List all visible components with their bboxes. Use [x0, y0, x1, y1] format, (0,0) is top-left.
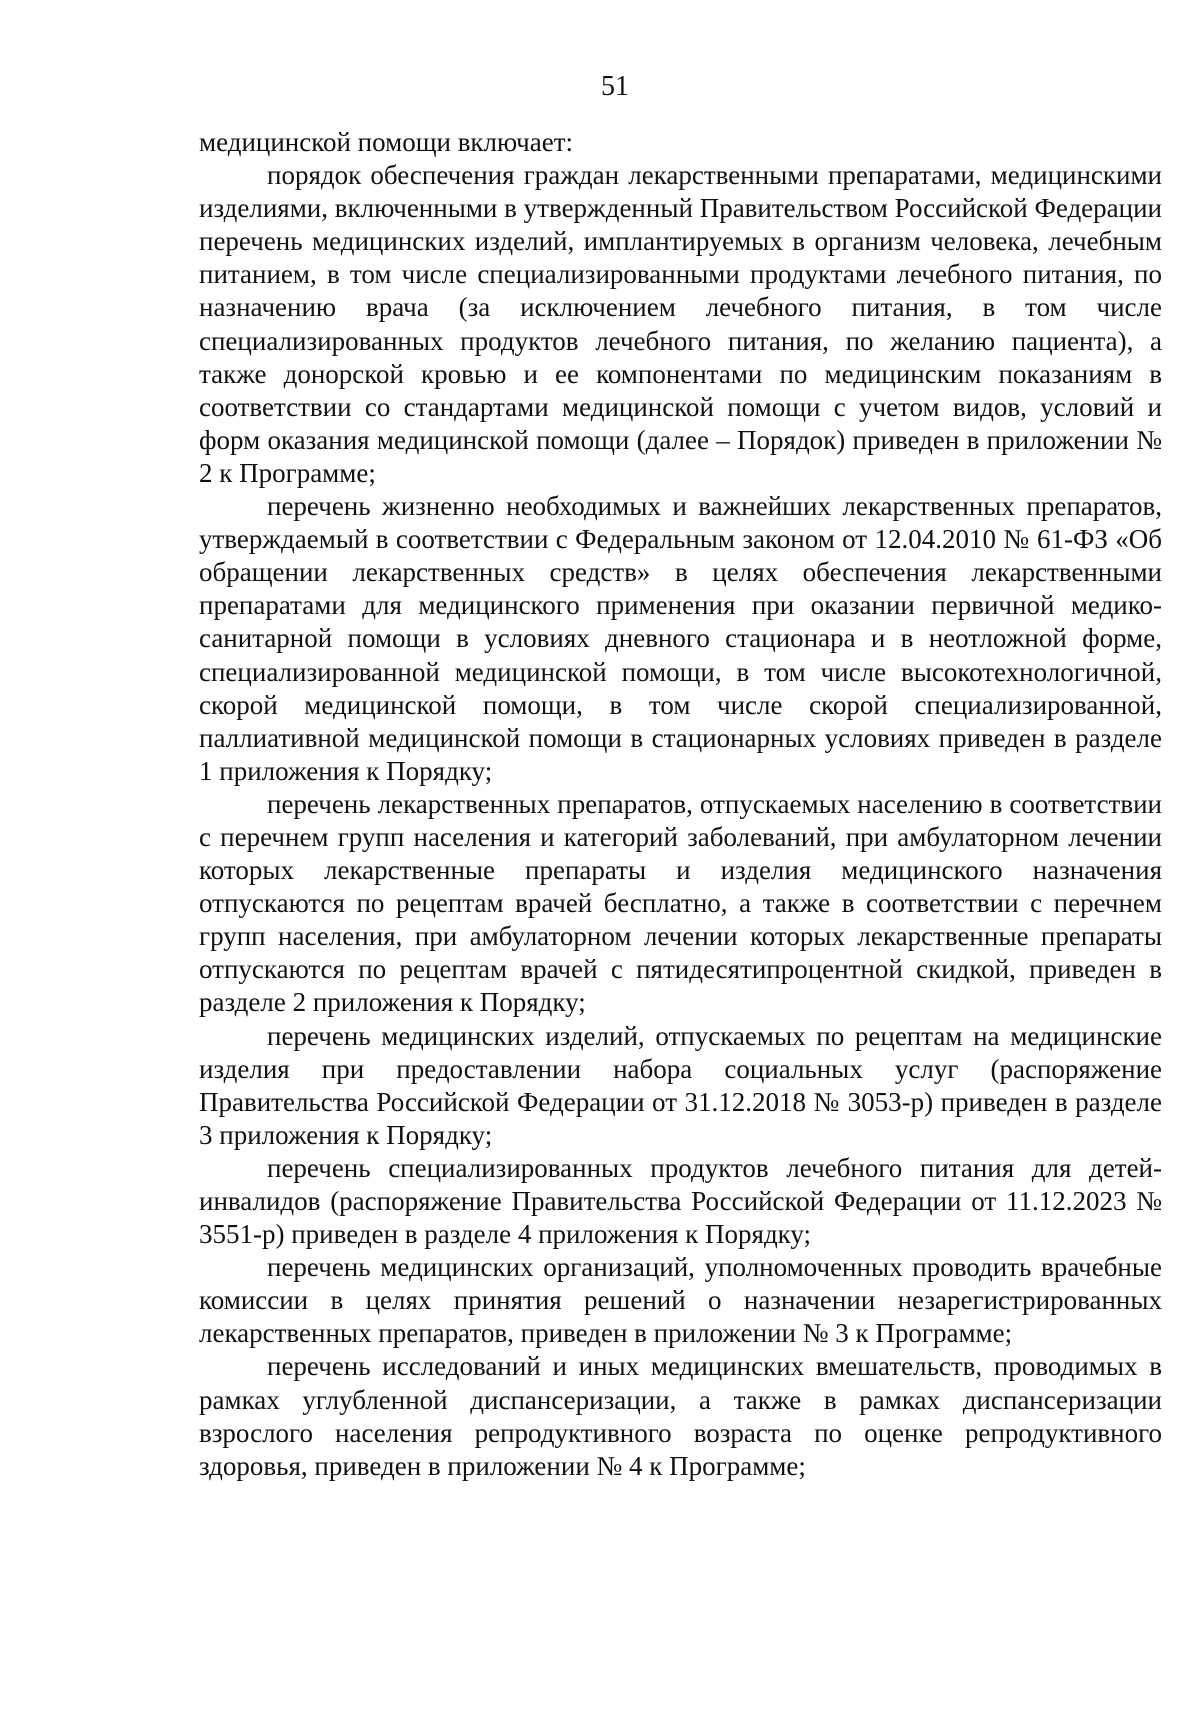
paragraph-nutrition-products-list: перечень специализированных продуктов лечебного питания для детей-инвалидов (распоряжение Правительства Российской Федерации от 11.12.2023 № 3551-р) приведен в разделе 4 приложения к Порядку;	[199, 1152, 1162, 1250]
paragraph-medical-devices-list: перечень медицинских изделий, отпускаемых по рецептам на медицинские изделия при предоставлении набора социальных услуг (распоряжение Правительства Российской Федерации от 31.12.2018 № 3053-р) приведен в разделе 3 приложения к Порядку;	[199, 1020, 1162, 1150]
paragraph-procedure: порядок обеспечения граждан лекарственными препаратами, медицинскими изделиями, включенными в утвержденный Правительством Российской Федерации перечень медицинских изделий, имплантируемых в организм человека, лечебным питанием, в том числе специализированными продуктами лечебного питания, по назначению врача (за исключением лечебного питания, в том числе специализированных продуктов лечебного питания, по желанию пациента), а также донорской кровью и ее компонентами по медицинским показаниям в соответствии со стандартами медицинской помощи с учетом видов, условий и форм оказания медицинской помощи (далее – Порядок) приведен в приложении № 2 к Программе;	[199, 160, 1162, 488]
paragraph-examinations-list: перечень исследований и иных медицинских вмешательств, проводимых в рамках углубленной диспансеризации, а также в рамках диспансеризации взрослого населения репродуктивного возраста по оценке репродуктивного здоровья, приведен в приложении № 4 к Программе;	[199, 1351, 1162, 1481]
page-number: 51	[601, 71, 629, 102]
paragraph-medical-organizations-list: перечень медицинских организаций, уполномоченных проводить врачебные комиссии в целях принятия решений о назначении незарегистрированных лекарственных препаратов, приведен в приложении № 3 к Программе;	[199, 1252, 1162, 1349]
paragraph-essential-drugs-list: перечень жизненно необходимых и важнейших лекарственных препаратов, утверждаемый в соответствии с Федеральным законом от 12.04.2010 № 61-ФЗ «Об обращении лекарственных средств» в целях обеспечения лекарственными препаратами для медицинского применения при оказании первичной медико-санитарной помощи в условиях дневного стационара и в неотложной форме, специализированной медицинской помощи, в том числе высокотехнологичной, скорой медицинской помощи, в том числе скорой специализированной, паллиативной медицинской помощи в стационарных условиях приведен в разделе 1 приложения к Порядку;	[199, 491, 1162, 786]
document-body	[199, 126, 1162, 1483]
paragraph-free-drugs-list: перечень лекарственных препаратов, отпускаемых населению в соответствии с перечнем групп населения и категорий заболеваний, при амбулаторном лечении которых лекарственные препараты и изделия медицинского назначения отпускаются по рецептам врачей бесплатно, а также в соответствии с перечнем групп населения, при амбулаторном лечении которых лекарственные препараты отпускаются по рецептам врачей с пятидесятипроцентной скидкой, приведен в разделе 2 приложения к Порядку;	[199, 788, 1162, 1018]
lead-line: медицинской помощи включает:	[199, 127, 574, 157]
